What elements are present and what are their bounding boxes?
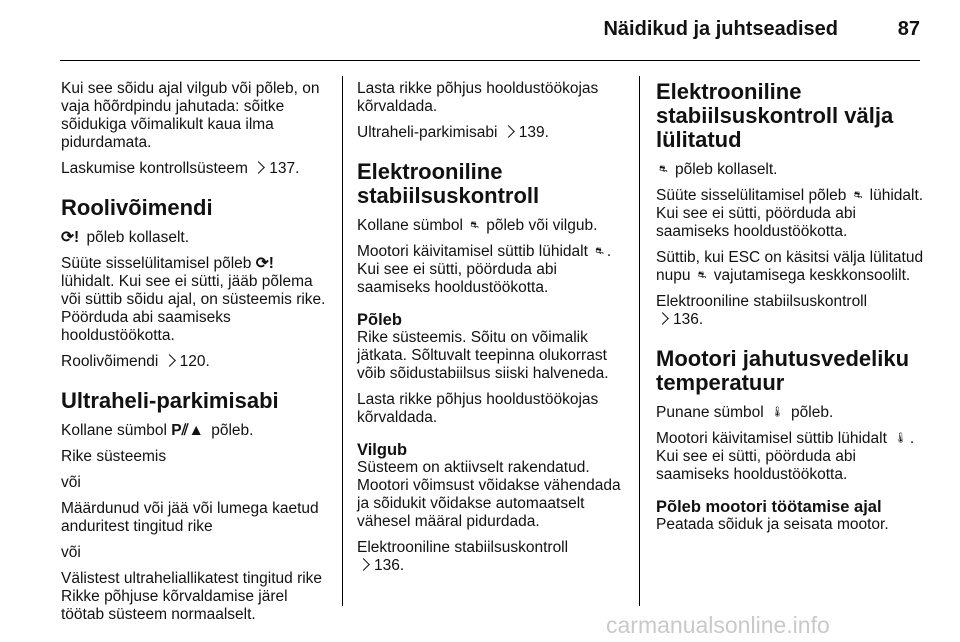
esc-skid-icon: ⛐ — [470, 220, 479, 231]
paragraph: Määrdunud või jää või lumega kaetud anduritest tingitud rike — [61, 500, 319, 535]
column-3 — [656, 80, 926, 542]
column-2 — [357, 80, 625, 583]
column-1 — [61, 80, 331, 632]
steering-warning-icon: ⟳! — [61, 229, 80, 246]
column-divider-2 — [639, 76, 640, 606]
paragraph: ⛐ põleb kollaselt. — [659, 161, 778, 178]
paragraph: Lasta rikke põhjus hooldustöökojas kõrvaldada. — [357, 80, 599, 115]
cross-reference: Elektrooniline stabiilsuskontroll 136. — [357, 539, 569, 574]
watermark: carmanualsonline.info — [606, 612, 830, 638]
header-divider — [60, 60, 920, 61]
paragraph: Süsteem on aktiivselt rakendatud. Mootori võimsust võidakse vähendada ja sõidukit võidakse automaatselt vähesel määral pidurdada. — [357, 459, 621, 530]
paragraph: Süüte sisselülitamisel põleb ⟳! lühidalt. Kui see ei sütti, jääb põlema või süttib sõidu ajal, on süsteemis rike. Pöörduda abi saamiseks hooldustöökotta. — [61, 255, 326, 344]
cross-reference: Ultraheli-parkimisabi 139. — [357, 124, 549, 141]
esc-off-icon: ⛐ — [659, 164, 668, 175]
paragraph: Lasta rikke põhjus hooldustöökojas kõrvaldada. — [357, 391, 599, 426]
section-heading-esc-off: Elektrooniline stabiilsuskontroll välja lülitatud — [656, 79, 894, 152]
paragraph: Kollane sümbol P⫽▲ põleb. — [61, 422, 254, 439]
paragraph: Peatada sõiduk ja seisata mootor. — [656, 516, 889, 533]
section-heading-esc: Elektrooniline stabiilsuskontroll — [357, 159, 540, 208]
paragraph: Süüte sisselülitamisel põleb ⛐ lühidalt. Kui see ei sütti, pöörduda abi saamiseks hooldustöökotta. — [656, 187, 924, 240]
header-title: Näidikud ja juhtseadised — [603, 18, 838, 40]
paragraph: või — [61, 544, 81, 561]
subheading-engine-running: Põleb mootori töötamise ajal — [656, 498, 882, 516]
paragraph: ⟳! põleb kollaselt. — [61, 229, 190, 246]
paragraph: Mootori käivitamisel süttib lühidalt 🌡 . Kui see ei sütti, pöörduda abi saamiseks hooldustöökotta. — [656, 430, 915, 483]
paragraph: Välistest ultraheliallikatest tingitud rike Rikke põhjuse kõrvaldamise järel töötab süsteem normaalselt. — [61, 570, 323, 623]
page-ref-arrow-icon — [502, 125, 515, 138]
paragraph: või — [61, 474, 81, 491]
esc-skid-icon: ⛐ — [595, 246, 604, 257]
steering-warning-icon: ⟳! — [255, 255, 274, 272]
paragraph: Kui see sõidu ajal vilgub või põleb, on vaja hõõrdpindu jahutada: sõitke sõidukiga võimalikult kaua ilma pidurdamata. — [61, 80, 320, 151]
page-ref-arrow-icon — [252, 161, 265, 174]
cross-reference: Laskumise kontrollsüsteem 137. — [61, 160, 300, 177]
coolant-temperature-icon: 🌡 — [771, 407, 784, 418]
paragraph: Süttib, kui ESC on käsitsi välja lülitatud nupu ⛐ vajutamisega keskkonsoolilt. — [656, 249, 924, 284]
parking-assist-icon: P⫽▲ — [171, 422, 204, 439]
cross-reference: Elektrooniline stabiilsuskontroll 136. — [656, 293, 868, 328]
page-ref-arrow-icon — [656, 312, 669, 325]
paragraph: Mootori käivitamisel süttib lühidalt ⛐ . Kui see ei sütti, pöörduda abi saamiseks hooldustöökotta. — [357, 243, 612, 296]
section-heading-ultrasonic: Ultraheli-parkimisabi — [61, 388, 279, 413]
paragraph: Kollane sümbol ⛐ põleb või vilgub. — [357, 217, 598, 234]
page-ref-arrow-icon — [163, 354, 176, 367]
section-heading-steering: Roolivõimendi — [61, 195, 213, 220]
paragraph: Punane sümbol 🌡 põleb. — [656, 404, 834, 421]
paragraph: Rike süsteemis. Sõitu on võimalik jätkata. Sõltuvalt teepinna olukorrast võib sõidustabiilsus siiski halveneda. — [357, 329, 609, 382]
page-ref-arrow-icon — [357, 558, 370, 571]
column-divider-1 — [342, 76, 343, 606]
subheading-on: Põleb — [357, 311, 402, 329]
esc-off-icon: ⛐ — [697, 270, 707, 281]
paragraph: Rike süsteemis — [61, 448, 167, 465]
subheading-flashing: Vilgub — [357, 441, 408, 459]
page-number: 87 — [897, 18, 920, 40]
esc-off-icon: ⛐ — [853, 190, 863, 201]
section-heading-coolant: Mootori jahutusvedeliku temperatuur — [656, 346, 910, 395]
cross-reference: Roolivõimendi 120. — [61, 353, 210, 370]
coolant-temperature-icon: 🌡 — [894, 433, 907, 444]
